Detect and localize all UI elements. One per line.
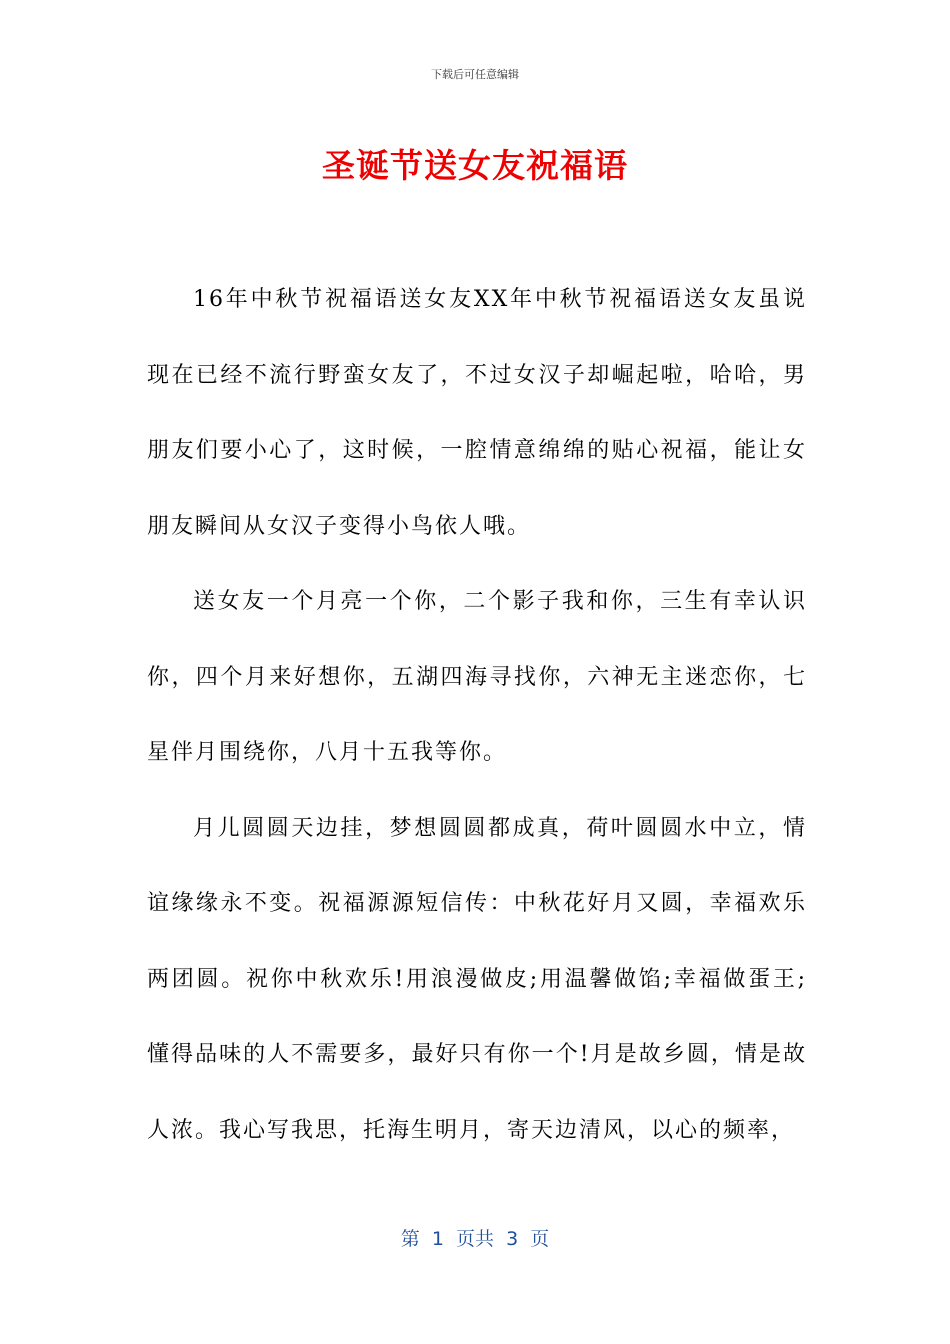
page-number-footer: 第 1 页共 3 页 [400, 1228, 550, 1250]
document-title: 圣诞节送女友祝福语 [322, 146, 628, 185]
paragraph-3: 月儿圆圆天边挂，梦想圆圆都成真，荷叶圆圆水中立，情谊缘缘永不变。祝福源源短信传：中秋花好月又圆，幸福欢乐两团圆。祝你中秋欢乐!用浪漫做皮;用温馨做馅;幸福做蛋王;懂得品味的人不需要多，最好只有你一个!月是故乡圆，情是故人浓。我心写我思，托海生明月，寄天边清风，以心的频率， [147, 815, 807, 1143]
page-header-note: 下载后可任意编辑 [431, 68, 519, 81]
paragraph-2: 送女友一个月亮一个你，二个影子我和你，三生有幸认识你，四个月来好想你，五湖四海寻找你，六神无主迷恋你，七星伴月围绕你，八月十五我等你。 [147, 589, 807, 765]
paragraph-1: 16年中秋节祝福语送女友XX年中秋节祝福语送女友虽说现在已经不流行野蛮女友了，不过女汉子却崛起啦，哈哈，男朋友们要小心了，这时候，一腔情意绵绵的贴心祝福，能让女朋友瞬间从女汉子变得小鸟依人哦。 [147, 287, 807, 539]
document-body [147, 262, 807, 1168]
